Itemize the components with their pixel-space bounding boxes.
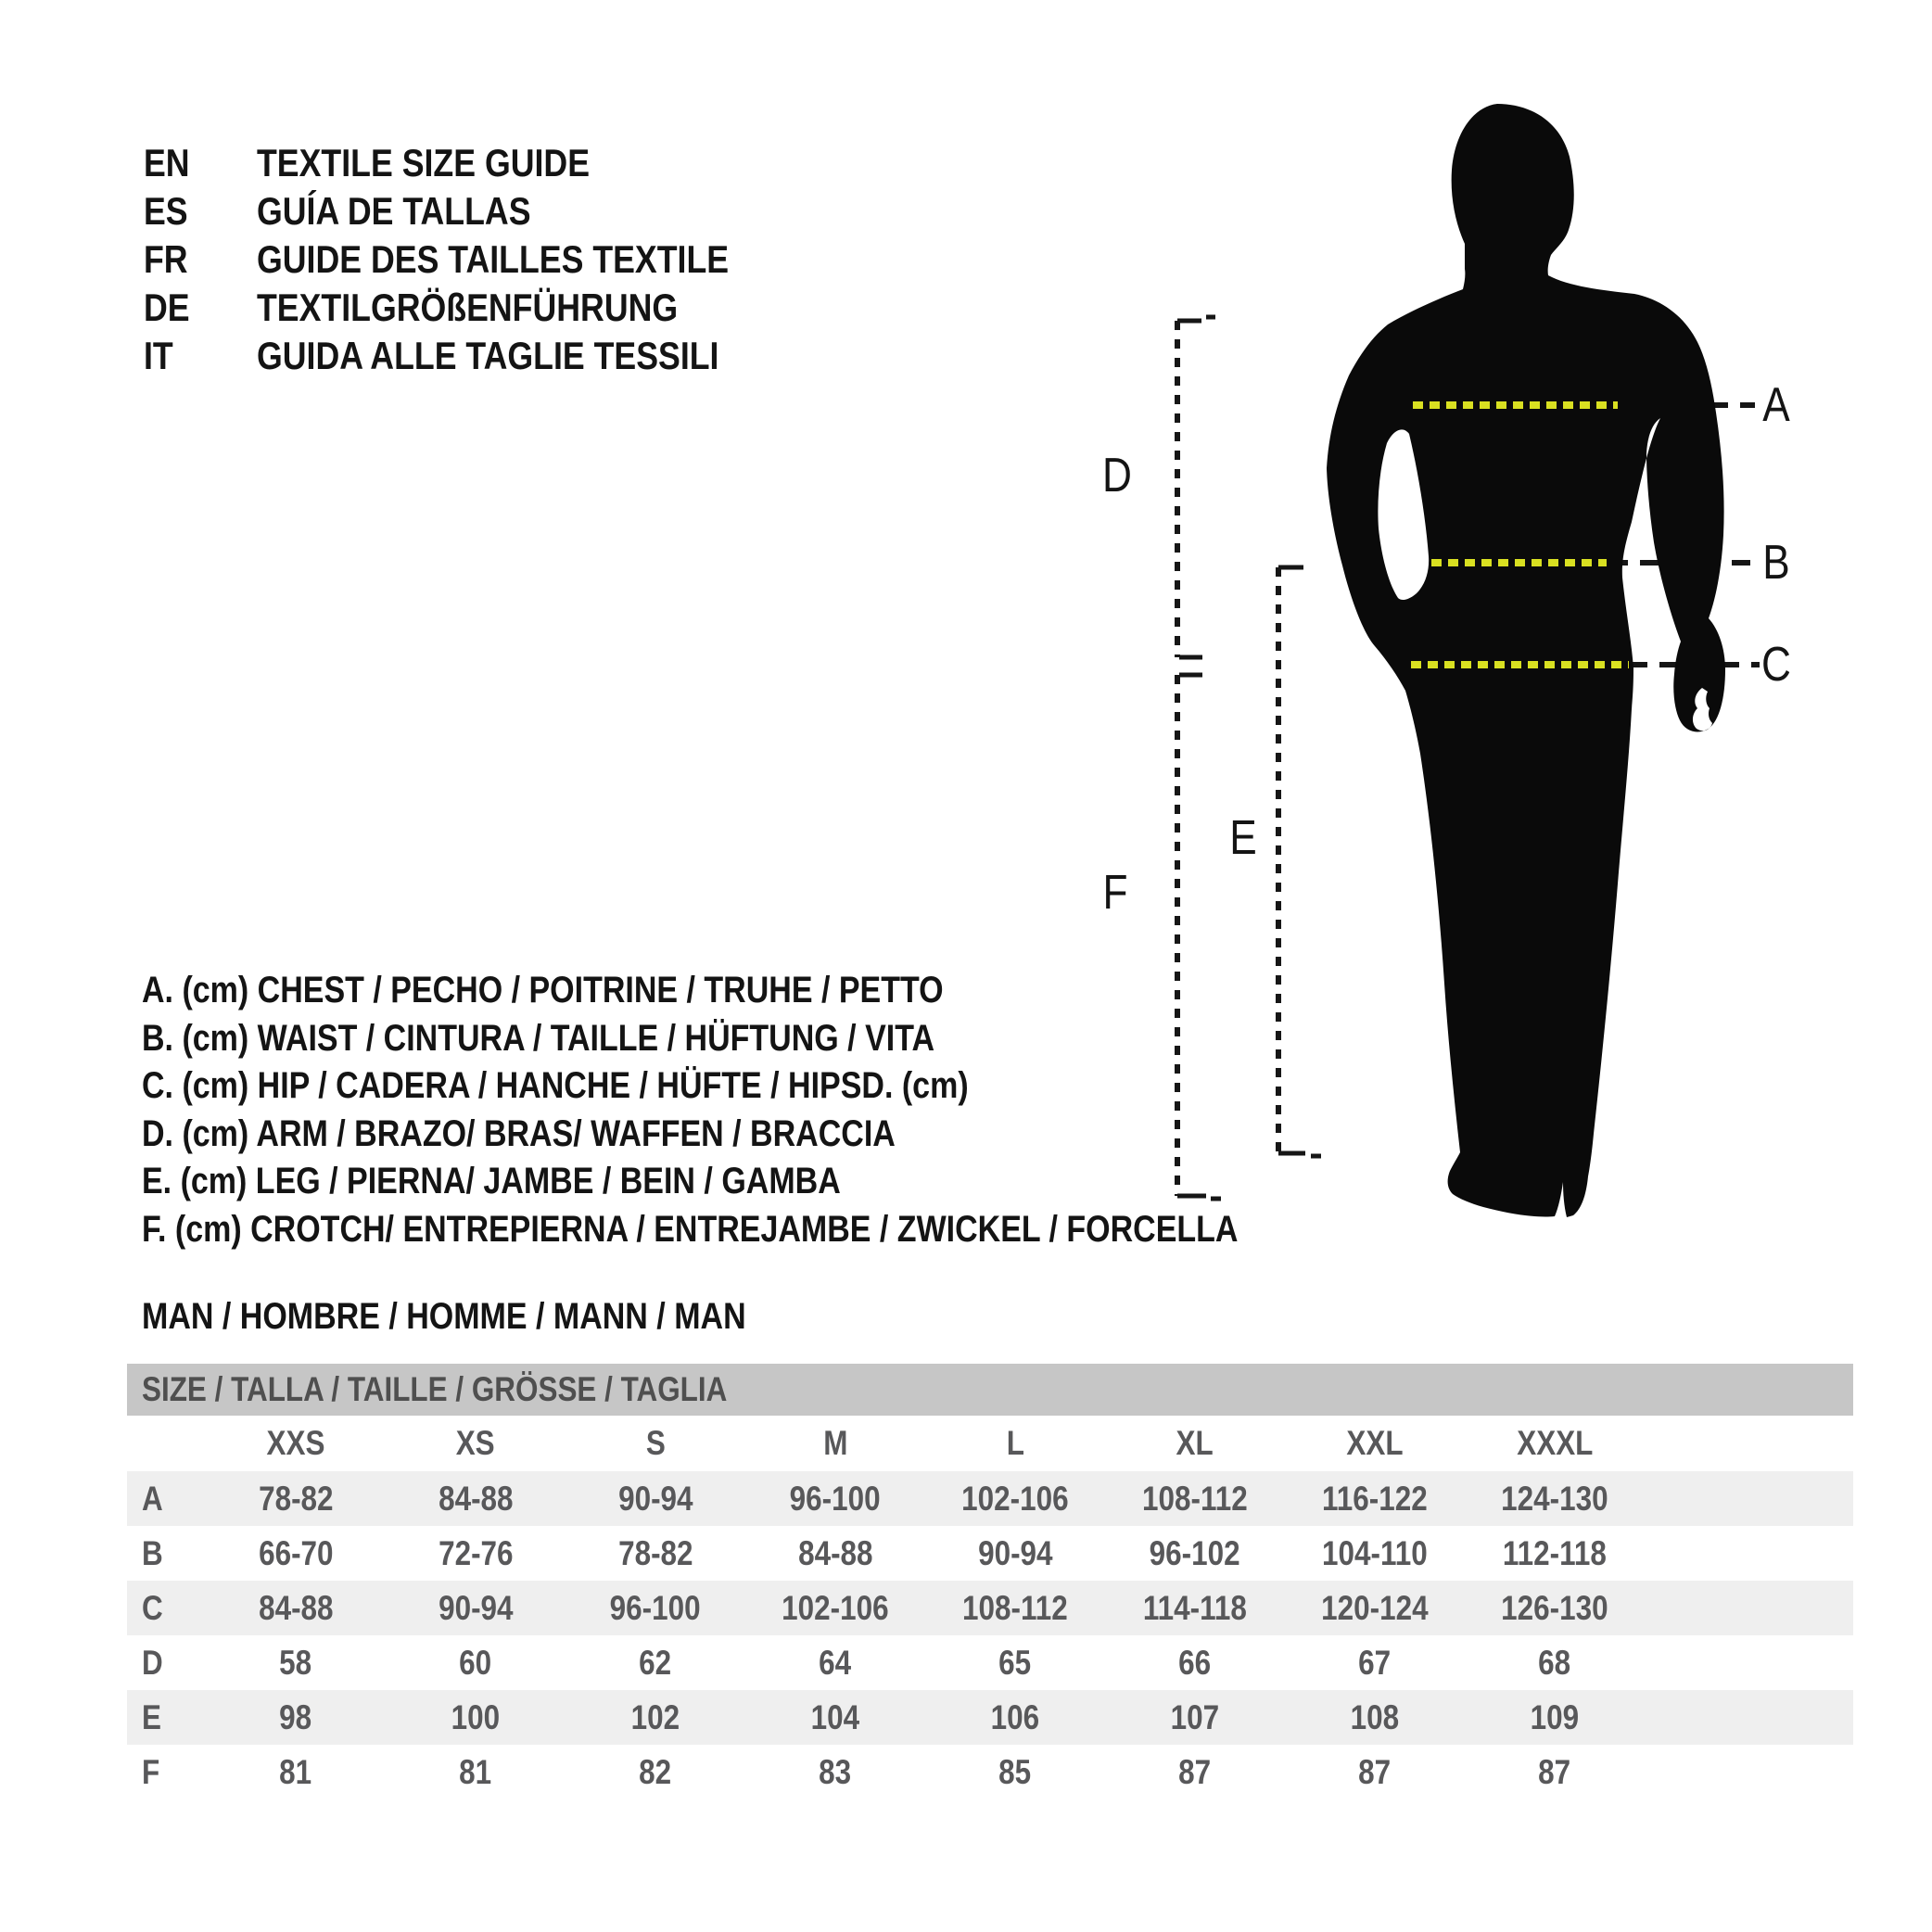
table-cell: 116-122 bbox=[1322, 1479, 1428, 1518]
legend-item-crotch: F. (cm) CROTCH/ ENTREPIERNA / ENTREJAMBE / ZWICKEL / FORCELLA bbox=[142, 1208, 1239, 1250]
chest-label: A bbox=[1762, 378, 1790, 432]
table-cell: 108-112 bbox=[1142, 1479, 1248, 1518]
table-cell: 72-76 bbox=[438, 1533, 514, 1572]
waist-label: B bbox=[1762, 536, 1790, 590]
language-title: GUÍA DE TALLAS bbox=[257, 189, 531, 233]
table-cell: 58 bbox=[279, 1643, 312, 1682]
language-title: TEXTILGRÖßENFÜHRUNG bbox=[257, 286, 679, 329]
crotch-label: F bbox=[1102, 866, 1128, 920]
arm-label: D bbox=[1102, 449, 1132, 502]
language-code: ES bbox=[144, 189, 188, 233]
table-cell: 100 bbox=[451, 1697, 501, 1736]
size-col-xxs: XXS bbox=[266, 1424, 325, 1462]
table-cell: 68 bbox=[1538, 1643, 1571, 1682]
table-cell: 108-112 bbox=[962, 1588, 1068, 1627]
table-cell: 64 bbox=[819, 1643, 852, 1682]
table-cell: 104 bbox=[810, 1697, 860, 1736]
table-cell: 106 bbox=[990, 1697, 1040, 1736]
size-table-header-bar bbox=[127, 1364, 1853, 1416]
table-cell: 81 bbox=[459, 1752, 492, 1791]
legend-item-chest: A. (cm) CHEST / PECHO / POITRINE / TRUHE / PETTO bbox=[142, 970, 944, 1010]
table-cell: 78-82 bbox=[258, 1479, 334, 1518]
measurement-legend bbox=[142, 967, 1431, 1253]
table-cell: 66-70 bbox=[258, 1533, 334, 1572]
leg-label: E bbox=[1229, 811, 1257, 865]
row-label: D bbox=[142, 1643, 163, 1682]
table-row-leg bbox=[127, 1690, 1853, 1745]
legend-item-hip: C. (cm) HIP / CADERA / HANCHE / HÜFTE / HIPSD. (cm) bbox=[142, 1065, 969, 1106]
table-cell: 83 bbox=[819, 1752, 852, 1791]
table-row-hip bbox=[127, 1581, 1853, 1635]
size-col-xs: XS bbox=[456, 1424, 495, 1462]
table-cell: 90-94 bbox=[617, 1479, 693, 1518]
row-label: E bbox=[142, 1697, 161, 1736]
language-title: GUIDA ALLE TAGLIE TESSILI bbox=[257, 334, 719, 377]
table-cell: 90-94 bbox=[438, 1588, 514, 1627]
table-cell: 85 bbox=[998, 1752, 1032, 1791]
table-cell: 107 bbox=[1170, 1697, 1220, 1736]
size-col-s: S bbox=[645, 1424, 666, 1462]
table-cell: 87 bbox=[1538, 1752, 1571, 1791]
table-cell: 114-118 bbox=[1143, 1588, 1247, 1627]
table-cell: 65 bbox=[998, 1643, 1032, 1682]
table-cell: 84-88 bbox=[438, 1479, 514, 1518]
category-line bbox=[142, 1296, 853, 1338]
table-cell: 82 bbox=[639, 1752, 672, 1791]
table-cell: 90-94 bbox=[977, 1533, 1053, 1572]
table-cell: 102 bbox=[630, 1697, 680, 1736]
table-cell: 87 bbox=[1358, 1752, 1392, 1791]
category-line-text: MAN / HOMBRE / HOMME / MANN / MAN bbox=[142, 1296, 746, 1337]
row-label: C bbox=[142, 1588, 163, 1627]
size-table bbox=[127, 1364, 1853, 1799]
table-cell: 66 bbox=[1178, 1643, 1212, 1682]
language-code: EN bbox=[144, 141, 190, 184]
table-cell: 120-124 bbox=[1321, 1588, 1429, 1627]
size-col-l: L bbox=[1006, 1424, 1024, 1462]
table-cell: 109 bbox=[1530, 1697, 1580, 1736]
size-col-xxxl: XXXL bbox=[1516, 1424, 1594, 1462]
language-code: DE bbox=[144, 286, 190, 329]
language-title: TEXTILE SIZE GUIDE bbox=[257, 141, 591, 184]
table-row-crotch bbox=[127, 1745, 1853, 1799]
table-row-arm bbox=[127, 1635, 1853, 1690]
size-col-m: M bbox=[822, 1424, 848, 1462]
hip-label: C bbox=[1761, 638, 1791, 692]
table-row-chest bbox=[127, 1471, 1853, 1526]
language-title: GUIDE DES TAILLES TEXTILE bbox=[257, 237, 730, 281]
table-cell: 102-106 bbox=[961, 1479, 1069, 1518]
size-col-xl: XL bbox=[1176, 1424, 1214, 1462]
table-cell: 126-130 bbox=[1501, 1588, 1608, 1627]
legend-item-leg: E. (cm) LEG / PIERNA/ JAMBE / BEIN / GAMBA bbox=[142, 1161, 841, 1201]
legend-item-arm: D. (cm) ARM / BRAZO/ BRAS/ WAFFEN / BRACCIA bbox=[142, 1112, 896, 1154]
row-label: F bbox=[142, 1752, 160, 1791]
table-cell: 67 bbox=[1358, 1643, 1392, 1682]
row-label: B bbox=[142, 1533, 163, 1572]
size-table-header-text: SIZE / TALLA / TAILLE / GRÖSSE / TAGLIA bbox=[142, 1370, 728, 1408]
table-cell: 96-102 bbox=[1150, 1533, 1240, 1572]
table-cell: 96-100 bbox=[610, 1588, 701, 1627]
size-columns-row bbox=[127, 1416, 1853, 1471]
legend-item-waist: B. (cm) WAIST / CINTURA / TAILLE / HÜFTUNG / VITA bbox=[142, 1017, 935, 1059]
table-row-waist bbox=[127, 1526, 1853, 1581]
table-cell: 108 bbox=[1350, 1697, 1400, 1736]
row-label: A bbox=[142, 1479, 163, 1518]
table-cell: 62 bbox=[639, 1643, 672, 1682]
arm-line-top-tick bbox=[1177, 317, 1215, 321]
table-cell: 81 bbox=[279, 1752, 312, 1791]
size-col-xxl: XXL bbox=[1346, 1424, 1404, 1462]
table-cell: 87 bbox=[1178, 1752, 1212, 1791]
table-cell: 84-88 bbox=[258, 1588, 334, 1627]
table-cell: 102-106 bbox=[782, 1588, 889, 1627]
table-cell: 78-82 bbox=[617, 1533, 693, 1572]
table-cell: 98 bbox=[279, 1697, 312, 1736]
table-cell: 60 bbox=[459, 1643, 492, 1682]
table-cell: 84-88 bbox=[797, 1533, 873, 1572]
table-cell: 124-130 bbox=[1501, 1479, 1608, 1518]
language-code: IT bbox=[144, 334, 173, 377]
table-cell: 104-110 bbox=[1322, 1533, 1428, 1572]
table-cell: 96-100 bbox=[790, 1479, 881, 1518]
language-code: FR bbox=[144, 237, 188, 281]
table-cell: 112-118 bbox=[1503, 1533, 1607, 1572]
